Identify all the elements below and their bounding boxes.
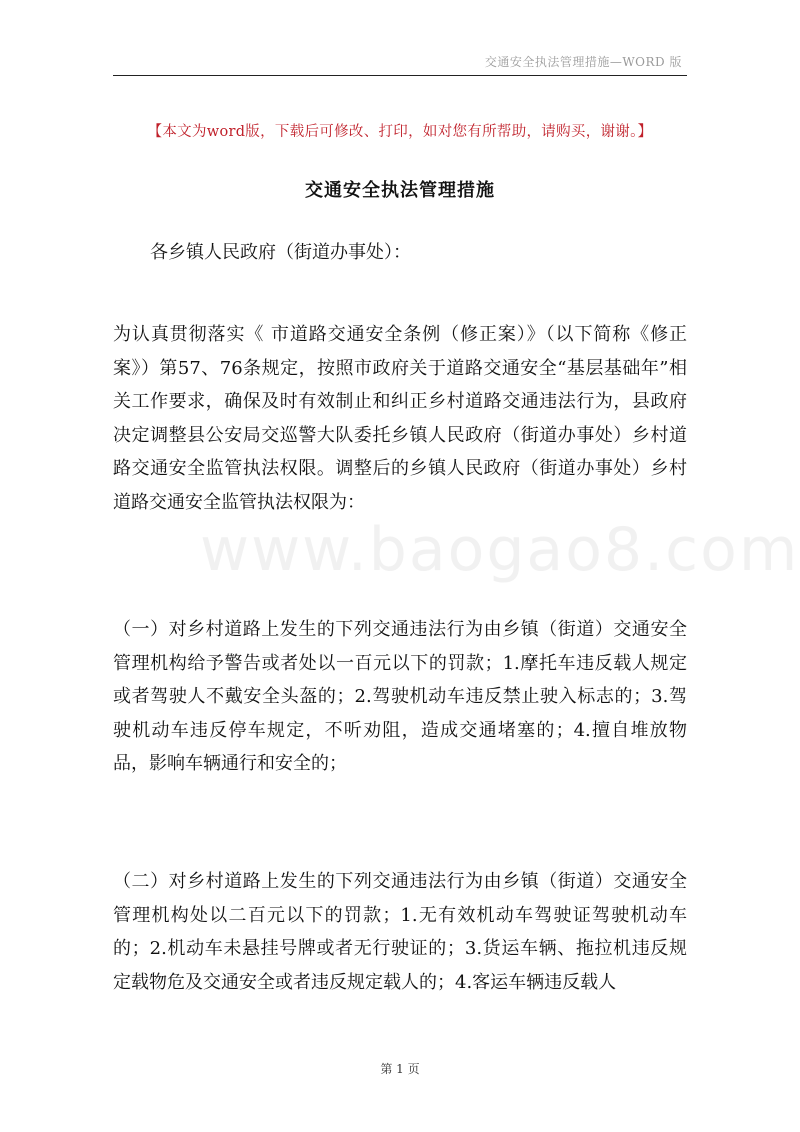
paragraph-item-2: （二）对乡村道路上发生的下列交通违法行为由乡镇（街道）交通安全管理机构处以二百元以下的罚款；1.无有效机动车驾驶证驾驶机动车的；2.机动车未悬挂号牌或者无行驶证的；3.货运车辆、拖拉机违反规定载物危及交通安全或者违反规定载人的；4.客运车辆违反载人	[113, 871, 687, 993]
page-number: 第 1 页	[380, 1062, 420, 1076]
watermark: www.baogao8.com	[200, 515, 800, 585]
paragraph-item-1: （一）对乡村道路上发生的下列交通违法行为由乡镇（街道）交通安全管理机构给予警告或者处以一百元以下的罚款；1.摩托车违反载人规定或者驾驶人不戴安全头盔的；2.驾驶机动车违反禁止驶入标志的；3.驾驶机动车违反停车规定，不听劝阻，造成交通堵塞的；4.擅自堆放物品，影响车辆通行和安全的；	[113, 619, 687, 774]
salutation: 各乡镇人民政府（街道办事处）：	[150, 242, 411, 263]
header-divider	[113, 75, 687, 76]
running-header: 交通安全执法管理措施—WORD 版	[484, 55, 682, 69]
paragraph-intro: 为认真贯彻落实《 市道路交通安全条例（修正案）》（以下简称《修正案》）第57、76条规定，按照市政府关于道路交通安全“基层基础年”相关工作要求，确保及时有效制止和纠正乡村道路交通违法行为，县政府决定调整县公安局交巡警大队委托乡镇人民政府（街道办事处）乡村道路交通安全监管执法权限。调整后的乡镇人民政府（街道办事处）乡村道路交通安全监管执法权限为：	[113, 324, 687, 513]
purchase-notice: 【本文为word版，下载后可修改、打印，如对您有所帮助，请购买，谢谢。】	[147, 124, 653, 140]
document-title: 交通安全执法管理措施	[305, 180, 495, 201]
